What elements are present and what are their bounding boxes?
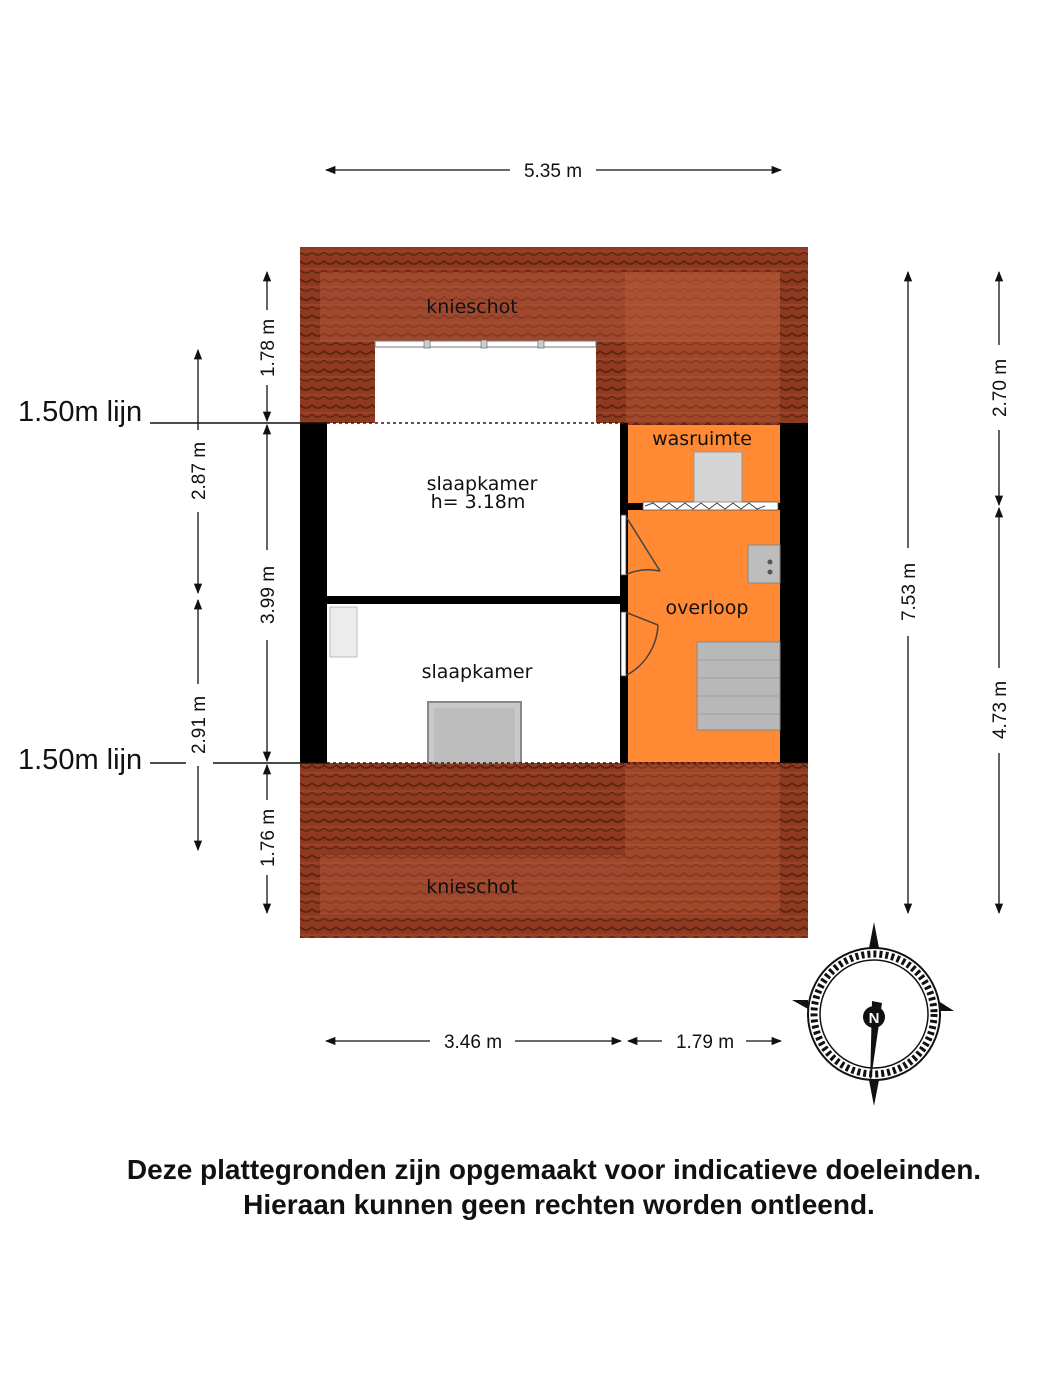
dim-right-bottom: 4.73 m: [990, 680, 1011, 740]
window-knob-3: [538, 340, 544, 348]
room-label-wasruimte: wasruimte: [652, 428, 752, 450]
room-label-knieschot-bottom: knieschot: [426, 876, 518, 898]
dim-left-top-2: 2.87 m: [189, 441, 210, 501]
wall-center: [620, 423, 628, 763]
dim-top-width: 5.35 m: [523, 161, 583, 182]
dim-left-bottom-1: 1.76 m: [258, 808, 279, 868]
lower-height-line-label: 1.50m lijn: [18, 744, 143, 776]
sink: [748, 545, 780, 583]
roof-right-area: [625, 272, 780, 422]
door-leaf-2: [621, 612, 626, 676]
disclaimer: [0, 1152, 1038, 1222]
sink-tap-2: [768, 570, 773, 575]
window-knob-2: [481, 340, 487, 348]
dim-bottom-left: 3.46 m: [443, 1032, 503, 1053]
room-label-overloop: overloop: [665, 597, 749, 619]
dormer-right-roof: [596, 345, 626, 423]
roof-right-bottom-area: [625, 765, 780, 915]
dim-left-bottom-2: 2.91 m: [189, 695, 210, 755]
dim-right-total: 7.53 m: [899, 562, 920, 622]
washing-machine: [694, 452, 742, 502]
dormer-left-roof: [327, 345, 375, 423]
dim-bottom-right: 1.79 m: [675, 1032, 735, 1053]
room-label-knieschot-top: knieschot: [426, 296, 518, 318]
disclaimer-line-1: Deze plattegronden zijn opgemaakt voor indicatieve doeleinden.: [126, 1154, 982, 1185]
compass-north-label: N: [868, 1010, 880, 1027]
compass-icon: [792, 922, 954, 1106]
wall-bedroom-divider: [327, 596, 625, 604]
wall-left: [300, 423, 327, 763]
room-label-slaapkamer-2: slaapkamer: [421, 661, 533, 683]
room-height-slaapkamer-1: h= 3.18m: [430, 491, 526, 513]
dim-left-top-1: 1.78 m: [258, 318, 279, 378]
wardrobe: [330, 607, 357, 657]
disclaimer-line-2: Hieraan kunnen geen rechten worden ontleend.: [243, 1189, 875, 1220]
wall-right: [780, 423, 808, 763]
dim-right-top: 2.70 m: [990, 358, 1011, 418]
door-leaf-1: [621, 515, 626, 575]
upper-height-line-label: 1.50m lijn: [18, 396, 143, 428]
dim-left-mid: 3.99 m: [258, 565, 279, 625]
stair-box: [697, 642, 780, 730]
sink-tap-1: [768, 560, 773, 565]
room-label-slaapkamer-1: slaapkamer: [426, 473, 538, 495]
bed-mattress: [434, 708, 515, 763]
window-knob-1: [424, 340, 430, 348]
